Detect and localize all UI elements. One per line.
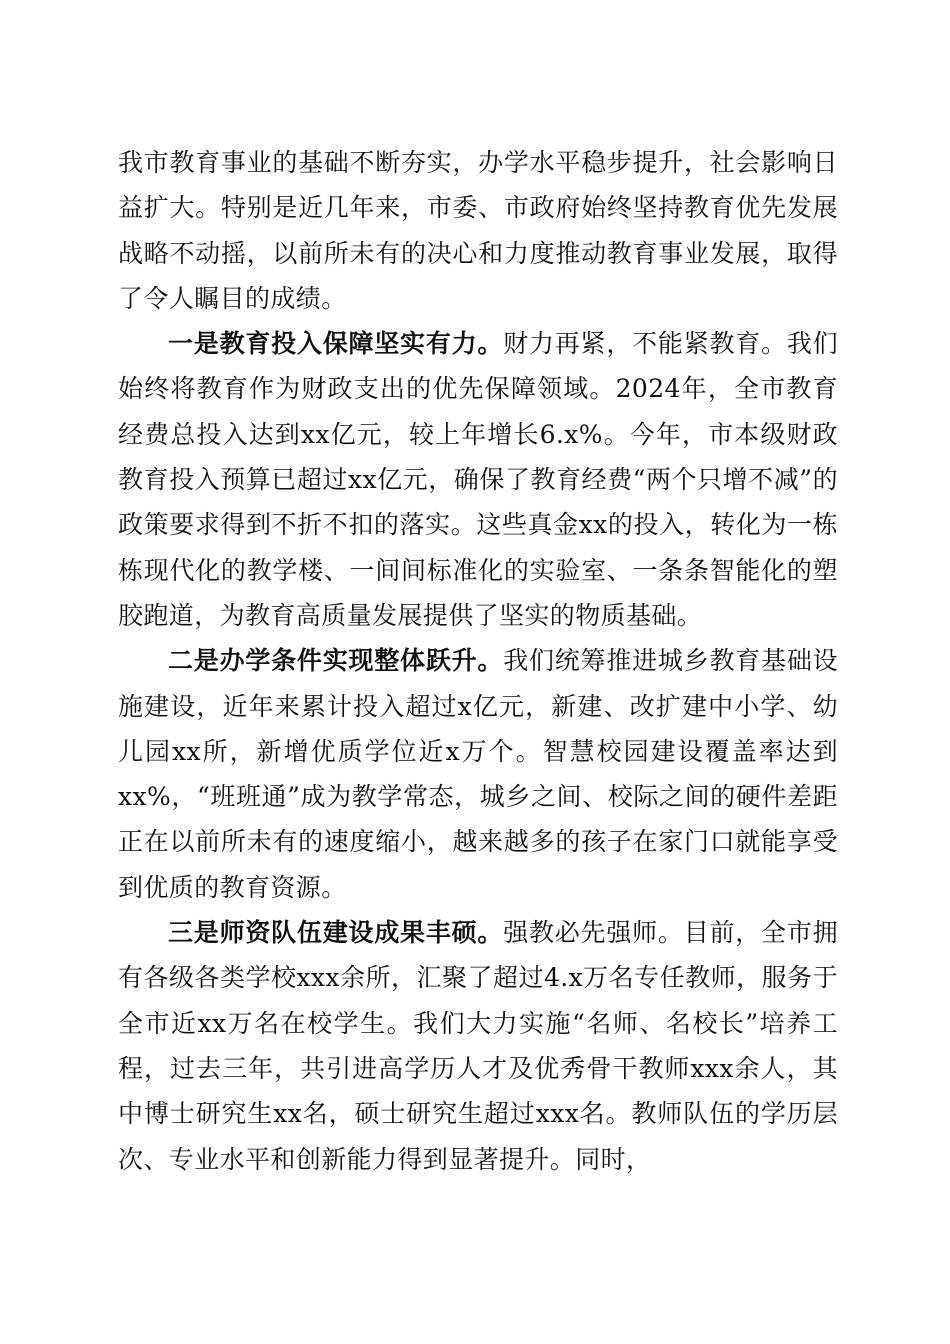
paragraph-teaching-staff — [118, 910, 838, 1182]
paragraph-education-investment — [118, 321, 838, 638]
paragraph-text: 我们统筹推进城乡教育基础设施建设，近年来累计投入超过x亿元，新建、改扩建中小学、幼儿园xx所，新增优质学位近x万个。智慧校园建设覆盖率达到xx%，“班班通”成为教学常态，城乡之间、校际之间的硬件差距正在以前所未有的速度缩小，越来越多的孩子在家门口就能享受到优质的教育资源。 — [118, 646, 839, 902]
paragraph-heading: 二是办学条件实现整体跃升。 — [168, 646, 504, 676]
paragraph-intro — [118, 140, 838, 321]
paragraph-heading: 三是师资队伍建设成果丰硕。 — [168, 918, 504, 948]
paragraph-text: 财力再紧，不能紧教育。我们始终将教育作为财政支出的优先保障领域。2024年，全市教育经费总投入达到xx亿元，较上年增长6.x%。今年，市本级财政教育投入预算已超过xx亿元，确保了教育经费“两个只增不减”的政策要求得到不折不扣的落实。这些真金xx的投入，转化为一栋栋现代化的教学楼、一间间标准化的实验室、一条条智能化的塑胶跑道，为教育高质量发展提供了坚实的物质基础。 — [118, 329, 839, 630]
paragraph-text: 强教必先强师。目前，全市拥有各级各类学校xxx余所，汇聚了超过4.x万名专任教师，服务于全市近xx万名在校学生。我们大力实施“名师、名校长”培养工程，过去三年，共引进高学历人才及优秀骨干教师xxx余人，其中博士研究生xx名，硕士研究生超过xxx名。教师队伍的学历层次、专业水平和创新能力得到显著提升。同时， — [118, 918, 839, 1174]
paragraph-school-conditions — [118, 638, 838, 910]
document-body — [118, 140, 838, 1182]
paragraph-text: 我市教育事业的基础不断夯实，办学水平稳步提升，社会影响日益扩大。特别是近几年来，市委、市政府始终坚持教育优先发展战略不动摇，以前所未有的决心和力度推动教育事业发展，取得了令人瞩目的成绩。 — [118, 148, 838, 313]
paragraph-heading: 一是教育投入保障坚实有力。 — [168, 329, 504, 359]
